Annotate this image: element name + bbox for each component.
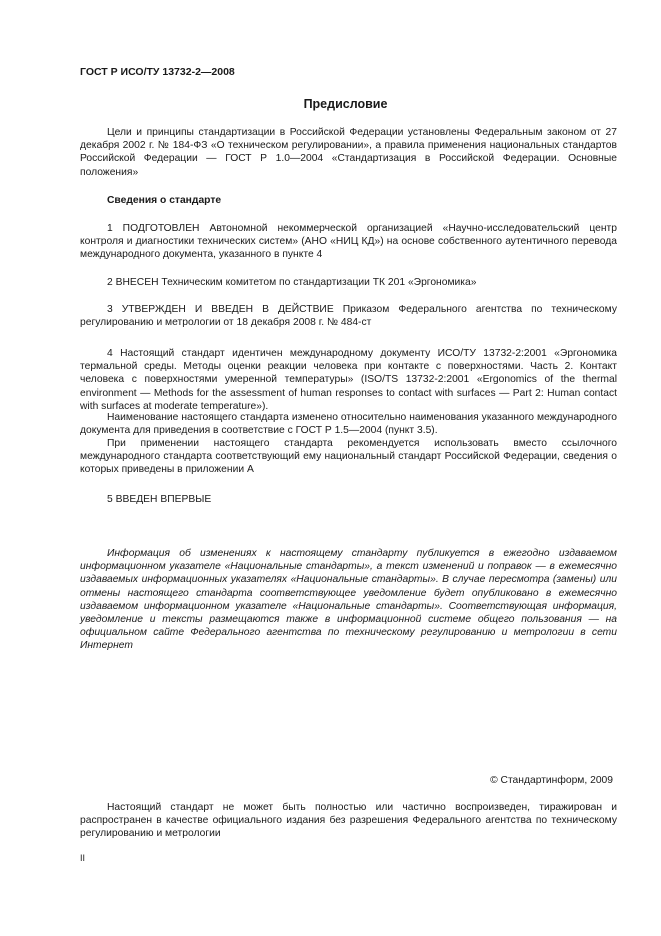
copyright-line: © Стандартинформ, 2009 (490, 775, 613, 786)
item-3-approved: 3 УТВЕРЖДЕН И ВВЕДЕН В ДЕЙСТВИЕ Приказом Федерального агентства по техническому регулированию и метрологии от 18 декабря 2008 г. № 484-ст (80, 304, 617, 329)
item-4-identical: 4 Настоящий стандарт идентичен международному документу ИСО/ТУ 13732-2:2001 «Эргономика термальной среды. Методы оценки реакции человека при контакте с поверхностями. Часть 2. Контакт человека с поверхностями умеренной температуры» (ISO/TS 13732-2:2001 «Ergonomics of the thermal environment — Methods for the assessment of human responses to contact with surfaces — Part 2: Human contact with surfaces at moderate temperature»). (80, 348, 617, 412)
item-2-introduced: 2 ВНЕСЕН Техническим комитетом по стандартизации ТК 201 «Эргономика» (107, 277, 477, 288)
intro-paragraph: Цели и принципы стандартизации в Российской Федерации установлены Федеральным законом от 27 декабря 2002 г. № 184-ФЗ «О техническом регулировании», а правила применения национальных стандартов Российской Федерации — ГОСТ Р 1.0—2004 «Стандартизация в Российской Федерации. Основные положения» (80, 127, 617, 178)
item-4-name-change: Наименование настоящего стандарта изменено относительно наименования указанного международного документа для приведения в соответствие с ГОСТ Р 1.5—2004 (пункт 3.5). (80, 412, 617, 437)
item-4-reference-note: При применении настоящего стандарта рекомендуется использовать вместо ссылочного международного стандарта соответствующий ему национальный стандарт Российской Федерации, сведения о которых приведены в приложении А (80, 438, 617, 476)
item-1-prepared: 1 ПОДГОТОВЛЕН Автономной некоммерческой организацией «Научно-исследовательский центр контроля и диагностики технических систем» (АНО «НИЦ КД») на основе собственного аутентичного перевода международного документа, указанного в пункте 4 (80, 223, 617, 261)
reproduction-notice: Настоящий стандарт не может быть полностью или частично воспроизведен, тиражирован и распространен в качестве официального издания без разрешения Федерального агентства по техническому регулированию и метрологии (80, 802, 617, 840)
page-number: II (80, 853, 86, 863)
page-title: Предисловие (303, 97, 388, 111)
item-5-first-introduced: 5 ВВЕДЕН ВПЕРВЫЕ (107, 494, 212, 505)
document-code-header: ГОСТ Р ИСО/ТУ 13732-2—2008 (80, 66, 235, 78)
section-heading: Сведения о стандарте (107, 195, 222, 206)
change-notice-paragraph: Информация об изменениях к настоящему стандарту публикуется в ежегодно издаваемом информационном указателе «Национальные стандарты», а текст изменений и поправок — в ежемесячно издаваемых информационных указателях «Национальные стандарты». В случае пересмотра (замены) или отмены настоящего стандарта соответствующее уведомление будет опубликовано в ежемесячно издаваемом информационном указателе «Национальные стандарты». Соответствующая информация, уведомление и тексты размещаются также в информационной системе общего пользования — на официальном сайте Федерального агентства по техническому регулированию и метрологии в сети Интернет (80, 548, 617, 652)
